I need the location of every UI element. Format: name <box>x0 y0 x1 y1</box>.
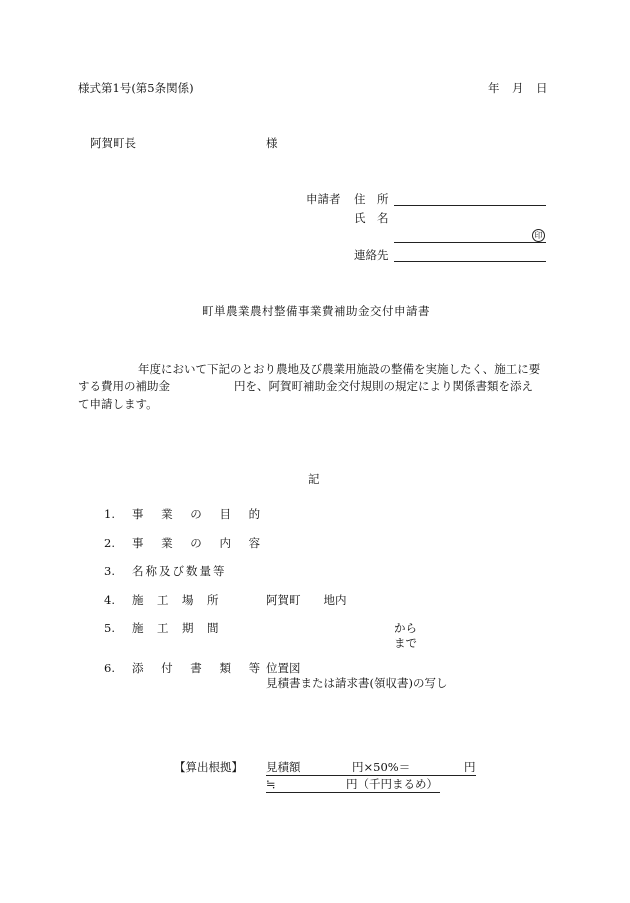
item-number: 1. <box>104 507 115 521</box>
item-value: 位置図 <box>266 661 301 675</box>
item-label: 施 工 場 所 <box>132 593 220 607</box>
applicant-label: 申請者 <box>306 192 341 206</box>
item-label: 名称及び数量等 <box>132 564 227 578</box>
recipient-name: 阿賀町長 <box>90 136 136 150</box>
seal-mark: 印 <box>532 229 545 242</box>
item-number: 4. <box>104 593 115 607</box>
calc-rate: 円×50%＝ <box>352 760 411 774</box>
date-month: 月 <box>512 81 524 95</box>
calc-rounded: 円（千円まるめ） <box>346 777 438 791</box>
body-line-2b: 円を、阿賀町補助金交付規則の規定により関係書類を添え <box>234 379 533 393</box>
item-label: 施 工 期 間 <box>132 621 220 635</box>
calculation-label: 【算出根拠】 <box>174 760 243 774</box>
address-line <box>394 205 546 206</box>
calculation-row-1 <box>266 762 476 776</box>
contact-label: 連絡先 <box>354 248 389 262</box>
item-value: まで <box>394 636 417 650</box>
item-label: 事 業 の 内 容 <box>132 536 268 550</box>
name-line <box>394 242 546 243</box>
body-line-1: 年度において下記のとおり農地及び農業用施設の整備を実施したく、施工に要 <box>138 362 541 376</box>
item-number: 6. <box>104 661 115 675</box>
calc-estimate: 見積額 <box>266 760 301 774</box>
form-number: 様式第1号(第5条関係) <box>78 81 194 95</box>
item-value: 阿賀町 地内 <box>266 593 347 607</box>
item-label: 事 業 の 目 的 <box>132 507 268 521</box>
date-day: 日 <box>536 81 548 95</box>
name-label: 氏 名 <box>354 211 389 225</box>
item-label: 添 付 書 類 等 <box>132 661 268 675</box>
recipient-honorific: 様 <box>266 136 278 150</box>
item-number: 5. <box>104 621 115 635</box>
calc-yen: 円 <box>464 760 476 774</box>
contact-line <box>394 261 546 262</box>
item-number: 3. <box>104 564 115 578</box>
ki-heading: 記 <box>308 472 320 486</box>
item-value: から <box>394 621 417 635</box>
item-value: 見積書または請求書(領収書)の写し <box>266 676 448 690</box>
body-line-2a: する費用の補助金 <box>78 379 170 393</box>
date-year: 年 <box>488 81 500 95</box>
document-title: 町単農業農村整備事業費補助金交付申請書 <box>202 304 430 318</box>
body-line-3: て申請します。 <box>78 397 158 411</box>
calculation-row-2 <box>266 779 440 793</box>
address-label: 住 所 <box>354 192 389 206</box>
calc-approx: ≒ <box>266 777 276 791</box>
item-number: 2. <box>104 536 115 550</box>
